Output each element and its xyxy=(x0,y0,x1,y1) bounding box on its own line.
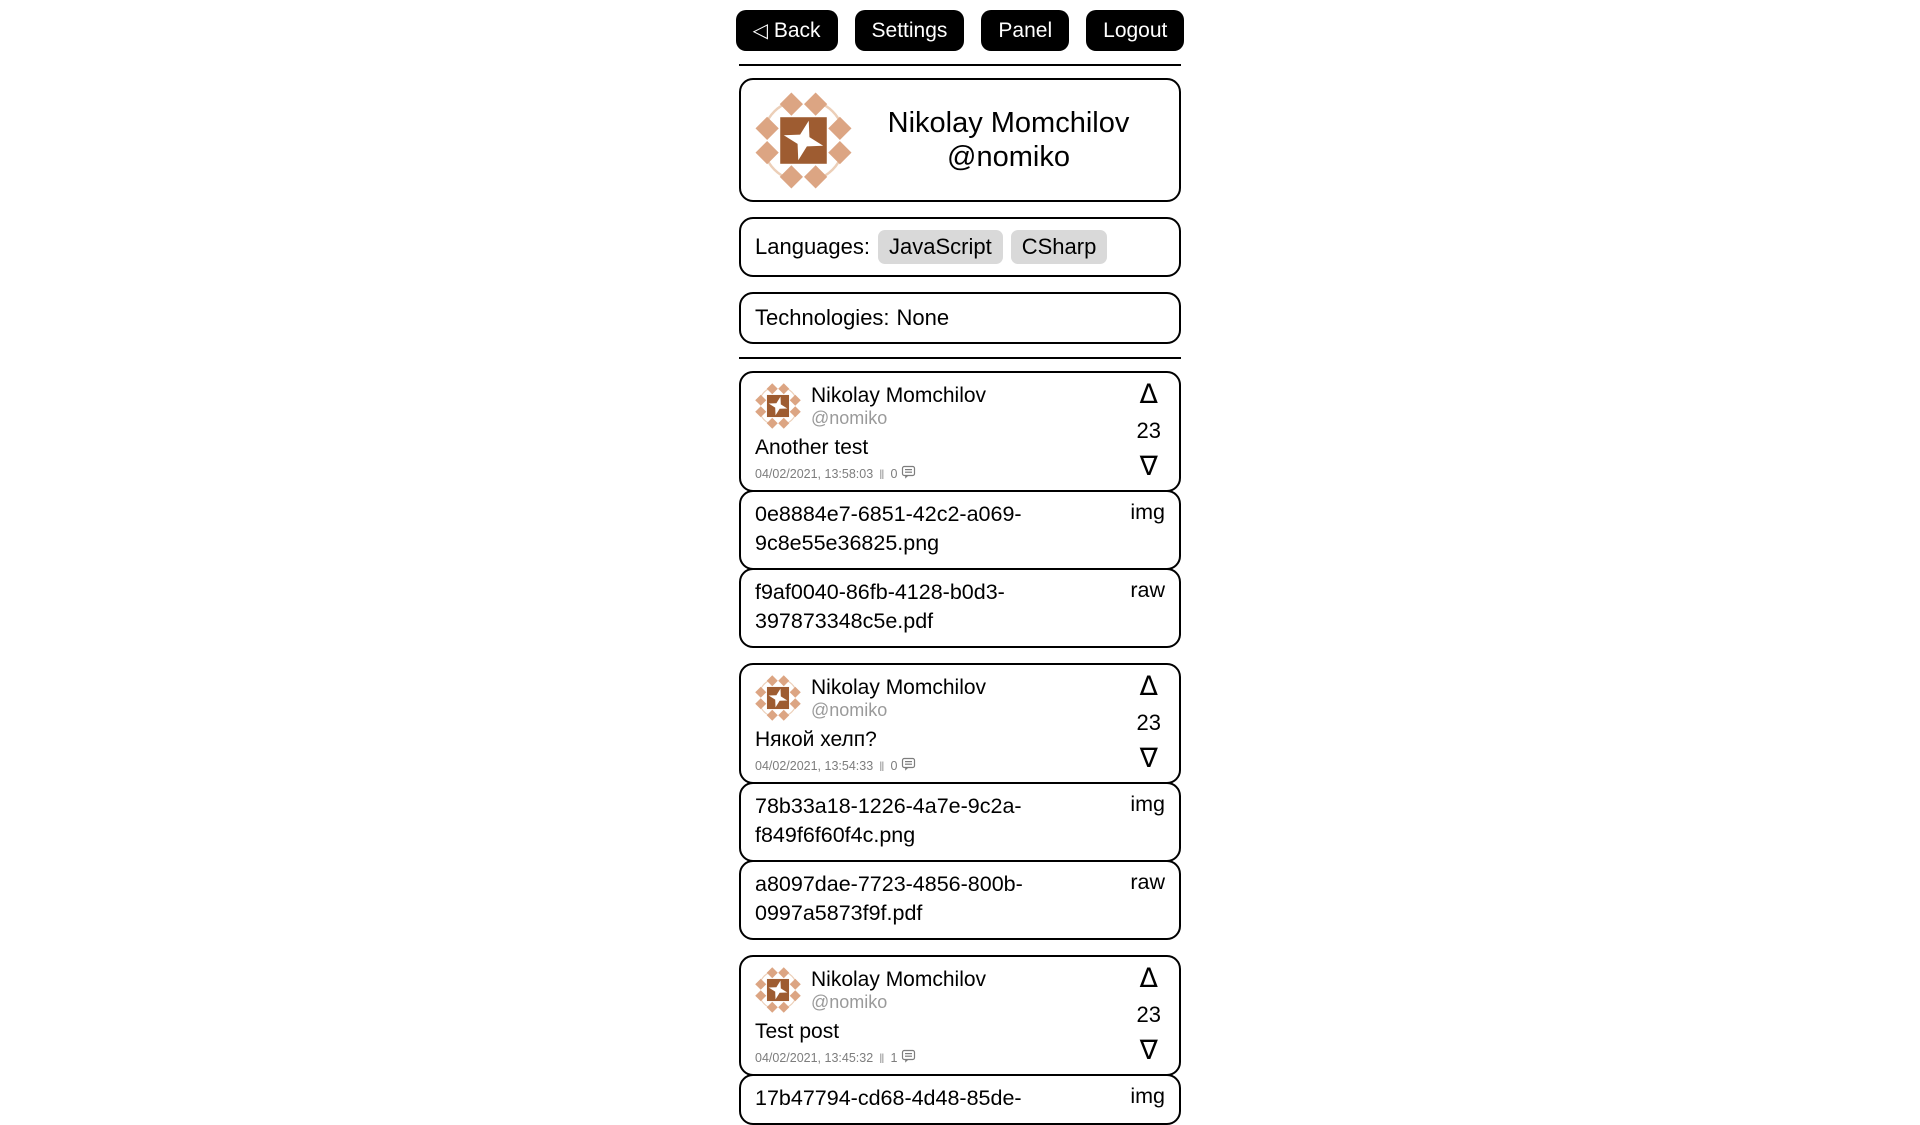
technologies-label: Technologies: xyxy=(755,305,890,330)
profile-card xyxy=(739,78,1181,202)
vote-score: 23 xyxy=(1136,1001,1161,1027)
attachments xyxy=(739,782,1181,940)
upvote-button[interactable]: Δ xyxy=(1139,963,1158,995)
post-author-handle: @nomiko xyxy=(811,407,888,428)
attachment-row[interactable] xyxy=(739,860,1181,940)
attachment-row[interactable] xyxy=(739,568,1181,648)
vote-score: 23 xyxy=(1136,417,1161,443)
logout-button[interactable]: Logout xyxy=(1086,10,1184,51)
post-author-row xyxy=(755,379,1165,429)
post-author-avatar xyxy=(755,675,801,721)
posts-list xyxy=(739,371,1181,1125)
profile-avatar xyxy=(755,92,852,189)
vote-column xyxy=(1136,671,1161,775)
post-author-row xyxy=(755,963,1165,1013)
downvote-button[interactable]: ∇ xyxy=(1139,1035,1158,1067)
attachment-filename: 78b33a18-1226-4a7e-9c2a-f849f6f60f4c.png xyxy=(755,794,1022,848)
downvote-button[interactable]: ∇ xyxy=(1139,743,1158,775)
languages-card xyxy=(739,217,1181,277)
post-card xyxy=(739,371,1181,648)
post-author-handle: @nomiko xyxy=(811,991,888,1012)
post-author-name: Nikolay Momchilov xyxy=(811,383,987,407)
attachment-type-label: img xyxy=(1130,792,1165,817)
attachment-filename: 17b47794-cd68-4d48-85de- xyxy=(755,1086,1022,1111)
attachment-type-label: raw xyxy=(1130,578,1165,603)
post-header xyxy=(739,663,1181,784)
languages-label: Languages: xyxy=(755,234,870,259)
post-card xyxy=(739,955,1181,1125)
vote-column xyxy=(1136,963,1161,1067)
post-comment-count: 0 xyxy=(890,759,898,774)
attachment-filename: 0e8884e7-6851-42c2-a069-9c8e55e36825.png xyxy=(755,502,1022,556)
post-author-avatar xyxy=(755,383,801,429)
attachments xyxy=(739,490,1181,648)
profile-handle: @nomiko xyxy=(947,141,1070,173)
post-timestamp: 04/02/2021, 13:54:33 xyxy=(755,759,874,774)
upvote-button[interactable]: Δ xyxy=(1139,671,1158,703)
language-badge: CSharp xyxy=(1011,230,1108,264)
meta-separator: ‖ xyxy=(879,466,885,482)
profile-names xyxy=(852,106,1165,174)
divider xyxy=(739,64,1181,66)
post-author-name: Nikolay Momchilov xyxy=(811,675,987,699)
post-header xyxy=(739,955,1181,1076)
settings-button[interactable]: Settings xyxy=(855,10,965,51)
post-author-handle: @nomiko xyxy=(811,699,888,720)
post-header xyxy=(739,371,1181,492)
vote-score: 23 xyxy=(1136,709,1161,735)
post-title[interactable]: Another test xyxy=(755,436,869,459)
attachment-filename: a8097dae-7723-4856-800b-0997a5873f9f.pdf xyxy=(755,872,1023,926)
post-author-avatar xyxy=(755,967,801,1013)
language-badge: JavaScript xyxy=(878,230,1003,264)
post-timestamp: 04/02/2021, 13:45:32 xyxy=(755,1051,874,1066)
downvote-button[interactable]: ∇ xyxy=(1139,451,1158,482)
post-meta xyxy=(755,757,1165,775)
comment-bubble-icon xyxy=(901,757,916,775)
attachment-type-label: raw xyxy=(1130,870,1165,895)
post-title[interactable]: Test post xyxy=(755,1020,840,1044)
technologies-card xyxy=(739,292,1181,344)
attachment-row[interactable] xyxy=(739,1074,1181,1125)
post-meta xyxy=(755,465,1165,483)
back-arrow-icon: ◁ xyxy=(752,20,768,42)
post-meta xyxy=(755,1049,1165,1067)
post-timestamp: 04/02/2021, 13:58:03 xyxy=(755,467,874,481)
attachment-filename: f9af0040-86fb-4128-b0d3-397873348c5e.pdf xyxy=(755,580,1005,634)
post-comment-count: 0 xyxy=(890,467,898,481)
back-button[interactable] xyxy=(736,10,838,51)
comment-bubble-icon xyxy=(901,1049,916,1067)
top-navigation xyxy=(0,0,1920,51)
back-button-label: Back xyxy=(773,19,821,42)
upvote-button[interactable]: Δ xyxy=(1139,379,1158,410)
attachment-type-label: img xyxy=(1130,500,1165,524)
post-author-name: Nikolay Momchilov xyxy=(811,967,987,991)
post-comment-count: 1 xyxy=(890,1051,898,1066)
panel-button[interactable]: Panel xyxy=(981,10,1069,51)
vote-column xyxy=(1137,381,1161,480)
profile-name: Nikolay Momchilov xyxy=(887,106,1130,139)
meta-separator: ‖ xyxy=(879,758,885,774)
comment-bubble-icon xyxy=(901,465,916,483)
attachment-row[interactable] xyxy=(739,782,1181,862)
attachments xyxy=(739,1074,1181,1125)
attachment-type-label: img xyxy=(1130,1084,1165,1109)
post-title[interactable]: Някой хелп? xyxy=(755,728,877,752)
attachment-row[interactable] xyxy=(739,490,1181,570)
technologies-value: None xyxy=(896,305,950,330)
meta-separator: ‖ xyxy=(879,1050,885,1066)
post-card xyxy=(739,663,1181,940)
divider xyxy=(739,357,1181,359)
post-author-row xyxy=(755,671,1165,721)
